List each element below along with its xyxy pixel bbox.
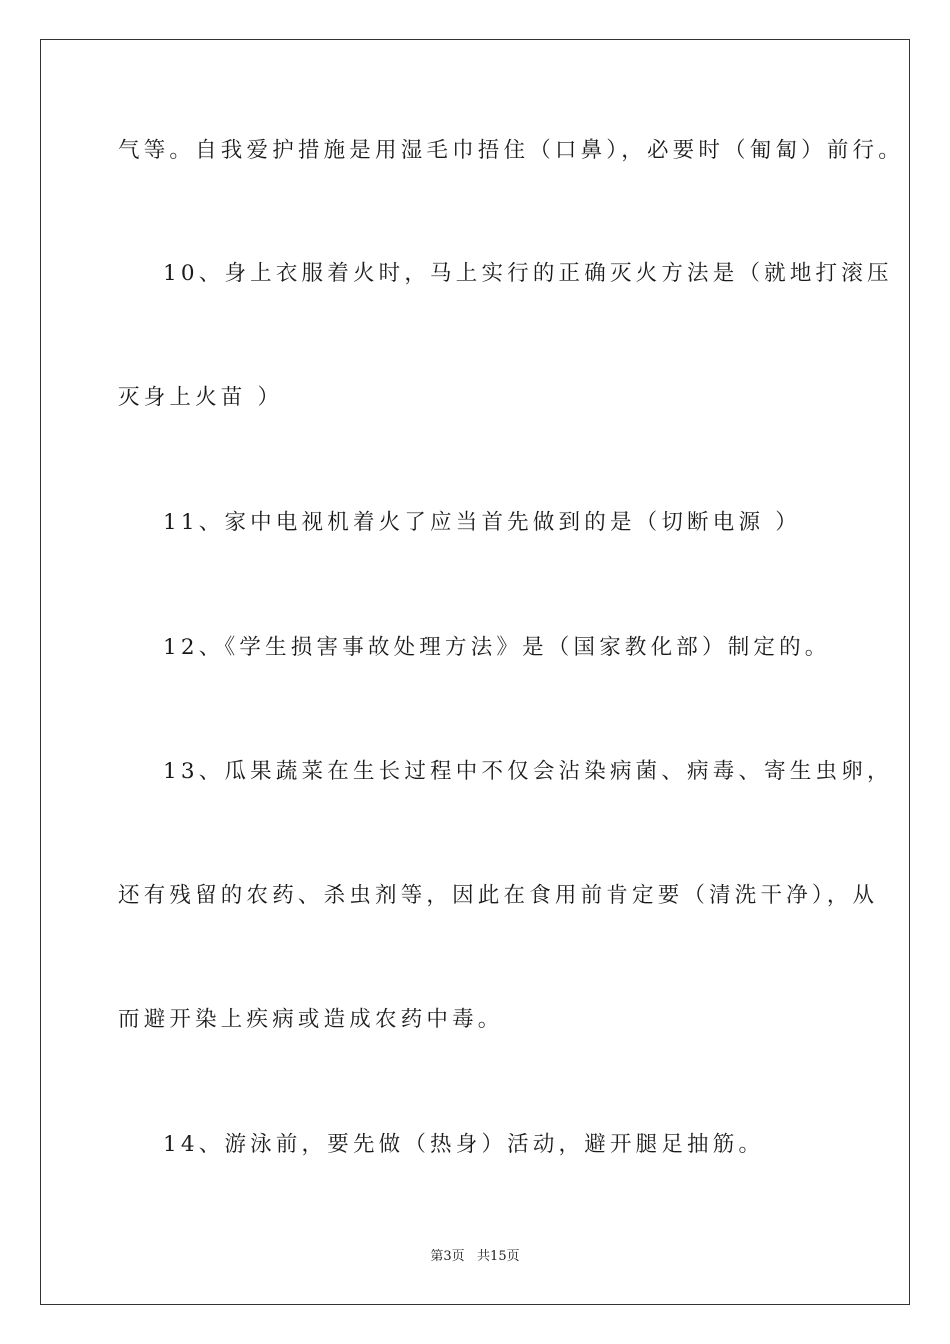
- text-line-7: 还有残留的农药、杀虫剂等，因此在食用前肯定要（清洗干净），从: [118, 883, 879, 908]
- text-line-8: 而避开染上疾病或造成农药中毒。: [118, 1007, 504, 1032]
- text-line-1: 气等。自我爱护措施是用湿毛巾捂住（口鼻），必要时（匍匐）前行。: [118, 138, 904, 163]
- text-line-5: 12、《学生损害事故处理方法》是（国家教化部）制定的。: [163, 635, 831, 660]
- text-line-6: 13、瓜果蔬菜在生长过程中不仅会沾染病菌、病毒、寄生虫卵，: [163, 759, 893, 784]
- page-number-footer: 第3页 共15页: [430, 1249, 520, 1264]
- text-line-3: 灭身上火苗 ）: [118, 385, 284, 410]
- text-line-4: 11、家中电视机着火了应当首先做到的是（切断电源 ）: [163, 510, 801, 535]
- text-line-9: 14、游泳前，要先做（热身）活动，避开腿足抽筋。: [163, 1132, 765, 1157]
- page-border: [40, 39, 910, 1305]
- text-line-2: 10、身上衣服着火时，马上实行的正确灭火方法是（就地打滚压: [163, 261, 893, 286]
